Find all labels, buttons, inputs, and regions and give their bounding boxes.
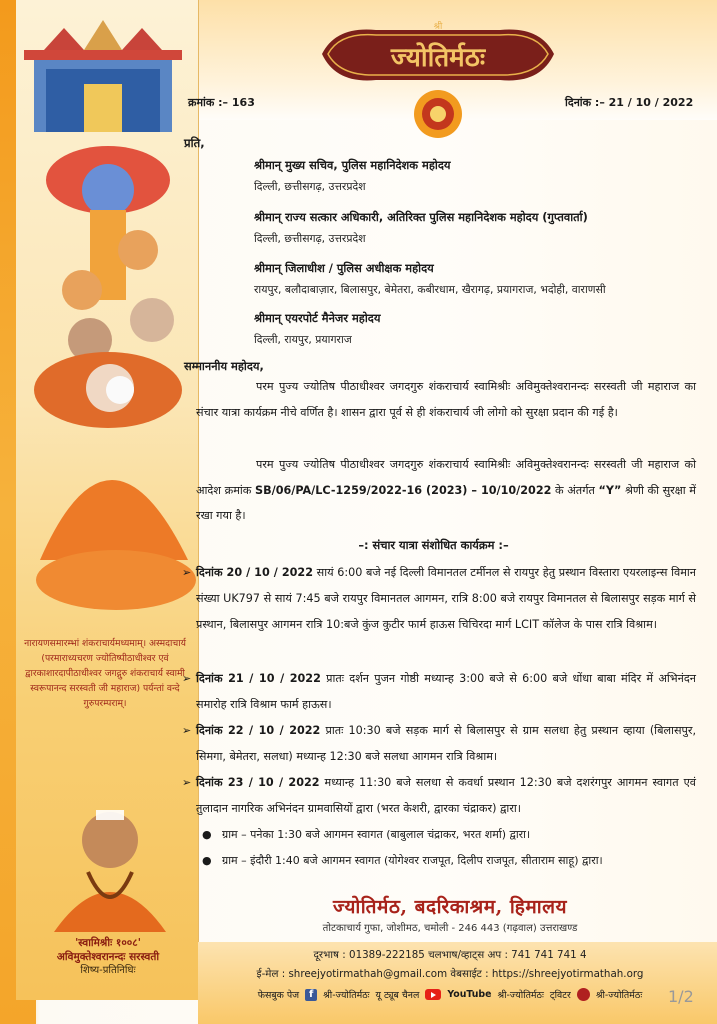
twitter-icon[interactable]: [577, 988, 590, 1001]
stop-text: ग्राम – इंदौरी 1:40 बजे आगमन स्वागत (योगेश्वर राजपूत, दिलीप राजपूत, सीताराम साहू) द्वारा।: [222, 854, 603, 867]
recipient-title: श्रीमान् राज्य सत्कार अधिकारी, अतिरिक्त पुलिस महानिदेशक महोदय (गुप्तवार्ता): [254, 210, 588, 224]
arrow-bullet-icon: ➢: [182, 724, 192, 737]
event-date: दिनांक 22 / 10 / 2022: [196, 724, 321, 737]
paragraph-2-text-c: श्रेणी की सुरक्षा में रखा गया है।: [196, 483, 696, 522]
twitter-label: ट्विटर: [549, 990, 571, 1001]
shankaracharya-portrait: [48, 792, 172, 932]
jyotirmath-logo: [316, 18, 560, 150]
youtube-label: यू ट्यूब चैनल: [375, 990, 420, 1001]
recipient-title: श्रीमान् एयरपोर्ट मैनेजर महोदय: [254, 311, 381, 325]
sidebar-title-line: 'स्वामिश्रीः १००८': [75, 937, 141, 949]
sidebar-name-line: अविमुक्तेश्वरानन्दः सरस्वती: [56, 951, 160, 963]
event-text: मध्यान्ह 11:30 बजे सलधा से कवर्धा प्रस्थान 12:30 बजे दशरंगपुर आगमन स्वागत एवं तुलादान नागरिक अभिनंदन ग्रामवासियों द्वारा (भरत केशरी, द्वारका चंद्राकर) द्वारा।: [196, 776, 696, 815]
security-category: “Y”: [598, 483, 622, 497]
paragraph-1: [196, 374, 696, 425]
event-1: [182, 560, 696, 638]
paragraph-2-text-b: के अंतर्गत: [551, 483, 599, 497]
recipient-place: दिल्ली, रायपुर, प्रयागराज: [254, 333, 352, 346]
sidebar-role-line: शिष्य-प्रतिनिधिः: [80, 965, 136, 976]
event-date: दिनांक 20 / 10 / 2022: [196, 566, 313, 579]
letter-date: दिनांक :– 21 / 10 / 2022: [565, 96, 694, 109]
arrow-bullet-icon: ➢: [182, 776, 192, 789]
event-text: प्रातः दर्शन पुजन गोष्ठी मध्यान्ह 3:00 बजे से 6:00 बजे धोंधा बाबा मंदिर में अभिनंदन समारोह रात्रि विश्राम फार्म हाऊस।: [196, 672, 696, 711]
youtube-brand: YouTube: [447, 989, 492, 1000]
twitter-link[interactable]: श्री-ज्योतिर्मठः: [595, 990, 643, 1001]
recipient-title: श्रीमान् मुख्य सचिव, पुलिस महानिदेशक महोदय: [254, 158, 451, 172]
recipient-1: [254, 158, 694, 194]
recipient-place: रायपुर, बलौदाबाज़ार, बिलासपुर, बेमेतरा, कबीरधाम, खैरागढ़, प्रयागराज, भदोही, वाराणसी: [254, 283, 606, 296]
to-label: प्रति,: [184, 136, 205, 150]
event-4: [182, 770, 696, 822]
arrow-bullet-icon: ➢: [182, 672, 192, 685]
logo-text: ज्योतिर्मठः: [390, 43, 486, 73]
paragraph-1-text: परम पुज्य ज्योतिष पीठाधीश्वर जगदगुरु शंकराचार्य स्वामिश्रीः अविमुक्तेश्वरानन्दः सरस्वती जी महाराज का संचार यात्रा कार्यक्रम नीचे वर्णित है। शासन द्वारा पूर्व से ही शंकराचार्य जी लोगो को सुरक्षा प्रदान की गई है।: [196, 380, 696, 419]
arrow-bullet-icon: ➢: [182, 566, 192, 579]
stop-text: ग्राम – पनेका 1:30 बजे आगमन स्वागत (बाबुलाल चंद्राकर, भरत शर्मा) द्वारा।: [222, 828, 531, 841]
page-number: 1/2: [668, 987, 694, 1006]
paragraph-2-text-a: परम पुज्य ज्योतिष पीठाधीश्वर जगदगुरु शंकराचार्य स्वामिश्रीः अविमुक्तेश्वरानन्दः सरस्वती जी महाराज को आदेश क्रमांक: [196, 458, 696, 497]
stop-item-1: [202, 822, 696, 848]
recipient-title: श्रीमान् जिलाधीश / पुलिस अधीक्षक महोदय: [254, 261, 434, 275]
sidebar-verse: नारायणसमारम्भां शंकराचार्यमध्यमाम्। अस्मदाचार्य (परमाराध्यचरण ज्योतिष्पीठाधीश्वर एवं द्वारकाशारदापीठाधीश्वर जगद्गुरु शंकराचार्य स्वामी स्वरूपानन्द सरस्वती जी महाराज) पर्यन्तां वन्दे गुरुपरम्पराम्।: [24, 638, 186, 709]
youtube-icon[interactable]: [425, 989, 441, 1000]
recipient-2: [254, 210, 694, 246]
bullet-icon: ●: [202, 828, 212, 841]
recipient-4: [254, 311, 694, 347]
reference-number: क्रमांक :– 163: [188, 96, 255, 109]
temple-illustration: [24, 14, 182, 132]
event-text: सायं 6:00 बजे नई दिल्ली विमानतल टर्मीनल से रायपुर हेतु प्रस्थान विस्तारा एयरलाइन्स विमान संख्या UK797 से सायं 7:45 बजे रायपुर विमानतल आगमन, रात्रि 8:00 बजे रायपुर विमानतल से बिलासपुर सड़क मार्ग से प्रस्थान, बिलासपुर आगमन रात्रि 10:बजे कुंज कुटीर फार्म हाऊस चिचिरदा मार्ग LCIT कॉलेज के पास रात्रि विश्राम।: [196, 566, 696, 631]
bullet-icon: ●: [202, 854, 212, 867]
sidebar-signature-block: [26, 936, 190, 978]
recipient-place: दिल्ली, छत्तीसगढ़, उत्तरप्रदेश: [254, 180, 366, 193]
event-date: दिनांक 23 / 10 / 2022: [196, 776, 320, 789]
facebook-link[interactable]: श्री-ज्योतिर्मठः: [323, 990, 370, 1001]
footer-social-links: [200, 988, 700, 1001]
footer-email-website: ई-मेल : shreejyotirmathah@gmail.com वेबसाईट : https://shreejyotirmathah.org: [256, 968, 644, 980]
footer-address: तोटकाचार्य गुफा, जोशीमठ, चमोली - 246 443 (गढ़वाल) उत्तराखण्ड: [322, 923, 578, 934]
youtube-link[interactable]: श्री-ज्योतिर्मठः: [497, 990, 544, 1001]
recipient-place: दिल्ली, छत्तीसगढ़, उत्तरप्रदेश: [254, 232, 366, 245]
footer-org-name: ज्योतिर्मठ, बदरिकाश्रम, हिमालय: [332, 896, 568, 918]
salutation: सम्माननीय महोदय,: [184, 359, 264, 373]
footer-phone: दूरभाष : 01389-222185 चलभाष/व्हाट्स अप : 741 741 741 4: [313, 949, 587, 961]
recipient-3: [254, 261, 694, 297]
facebook-icon[interactable]: f: [305, 989, 317, 1001]
paragraph-2: [196, 452, 696, 529]
event-text: प्रातः 10:30 बजे सड़क मार्ग से बिलासपुर से ग्राम सलधा हेतु प्रस्थान व्हाया (बिलासपुर, सिमगा, बेमेतरा, सलधा) मध्यान्ह 12:30 बजे सलधा आगमन रात्रि विश्राम।: [196, 724, 697, 763]
event-2: [182, 666, 696, 718]
event-date: दिनांक 21 / 10 / 2022: [196, 672, 321, 685]
stop-item-2: [202, 848, 696, 874]
logo-top-text: श्री: [433, 22, 443, 32]
program-title: –: संचार यात्रा संशोधित कार्यक्रम :–: [358, 538, 509, 552]
event-3: [182, 718, 697, 770]
facebook-label: फेसबुक पेज: [257, 990, 300, 1001]
order-number: SB/06/PA/LC-1259/2022-16 (2023) – 10/10/2022: [255, 483, 552, 497]
